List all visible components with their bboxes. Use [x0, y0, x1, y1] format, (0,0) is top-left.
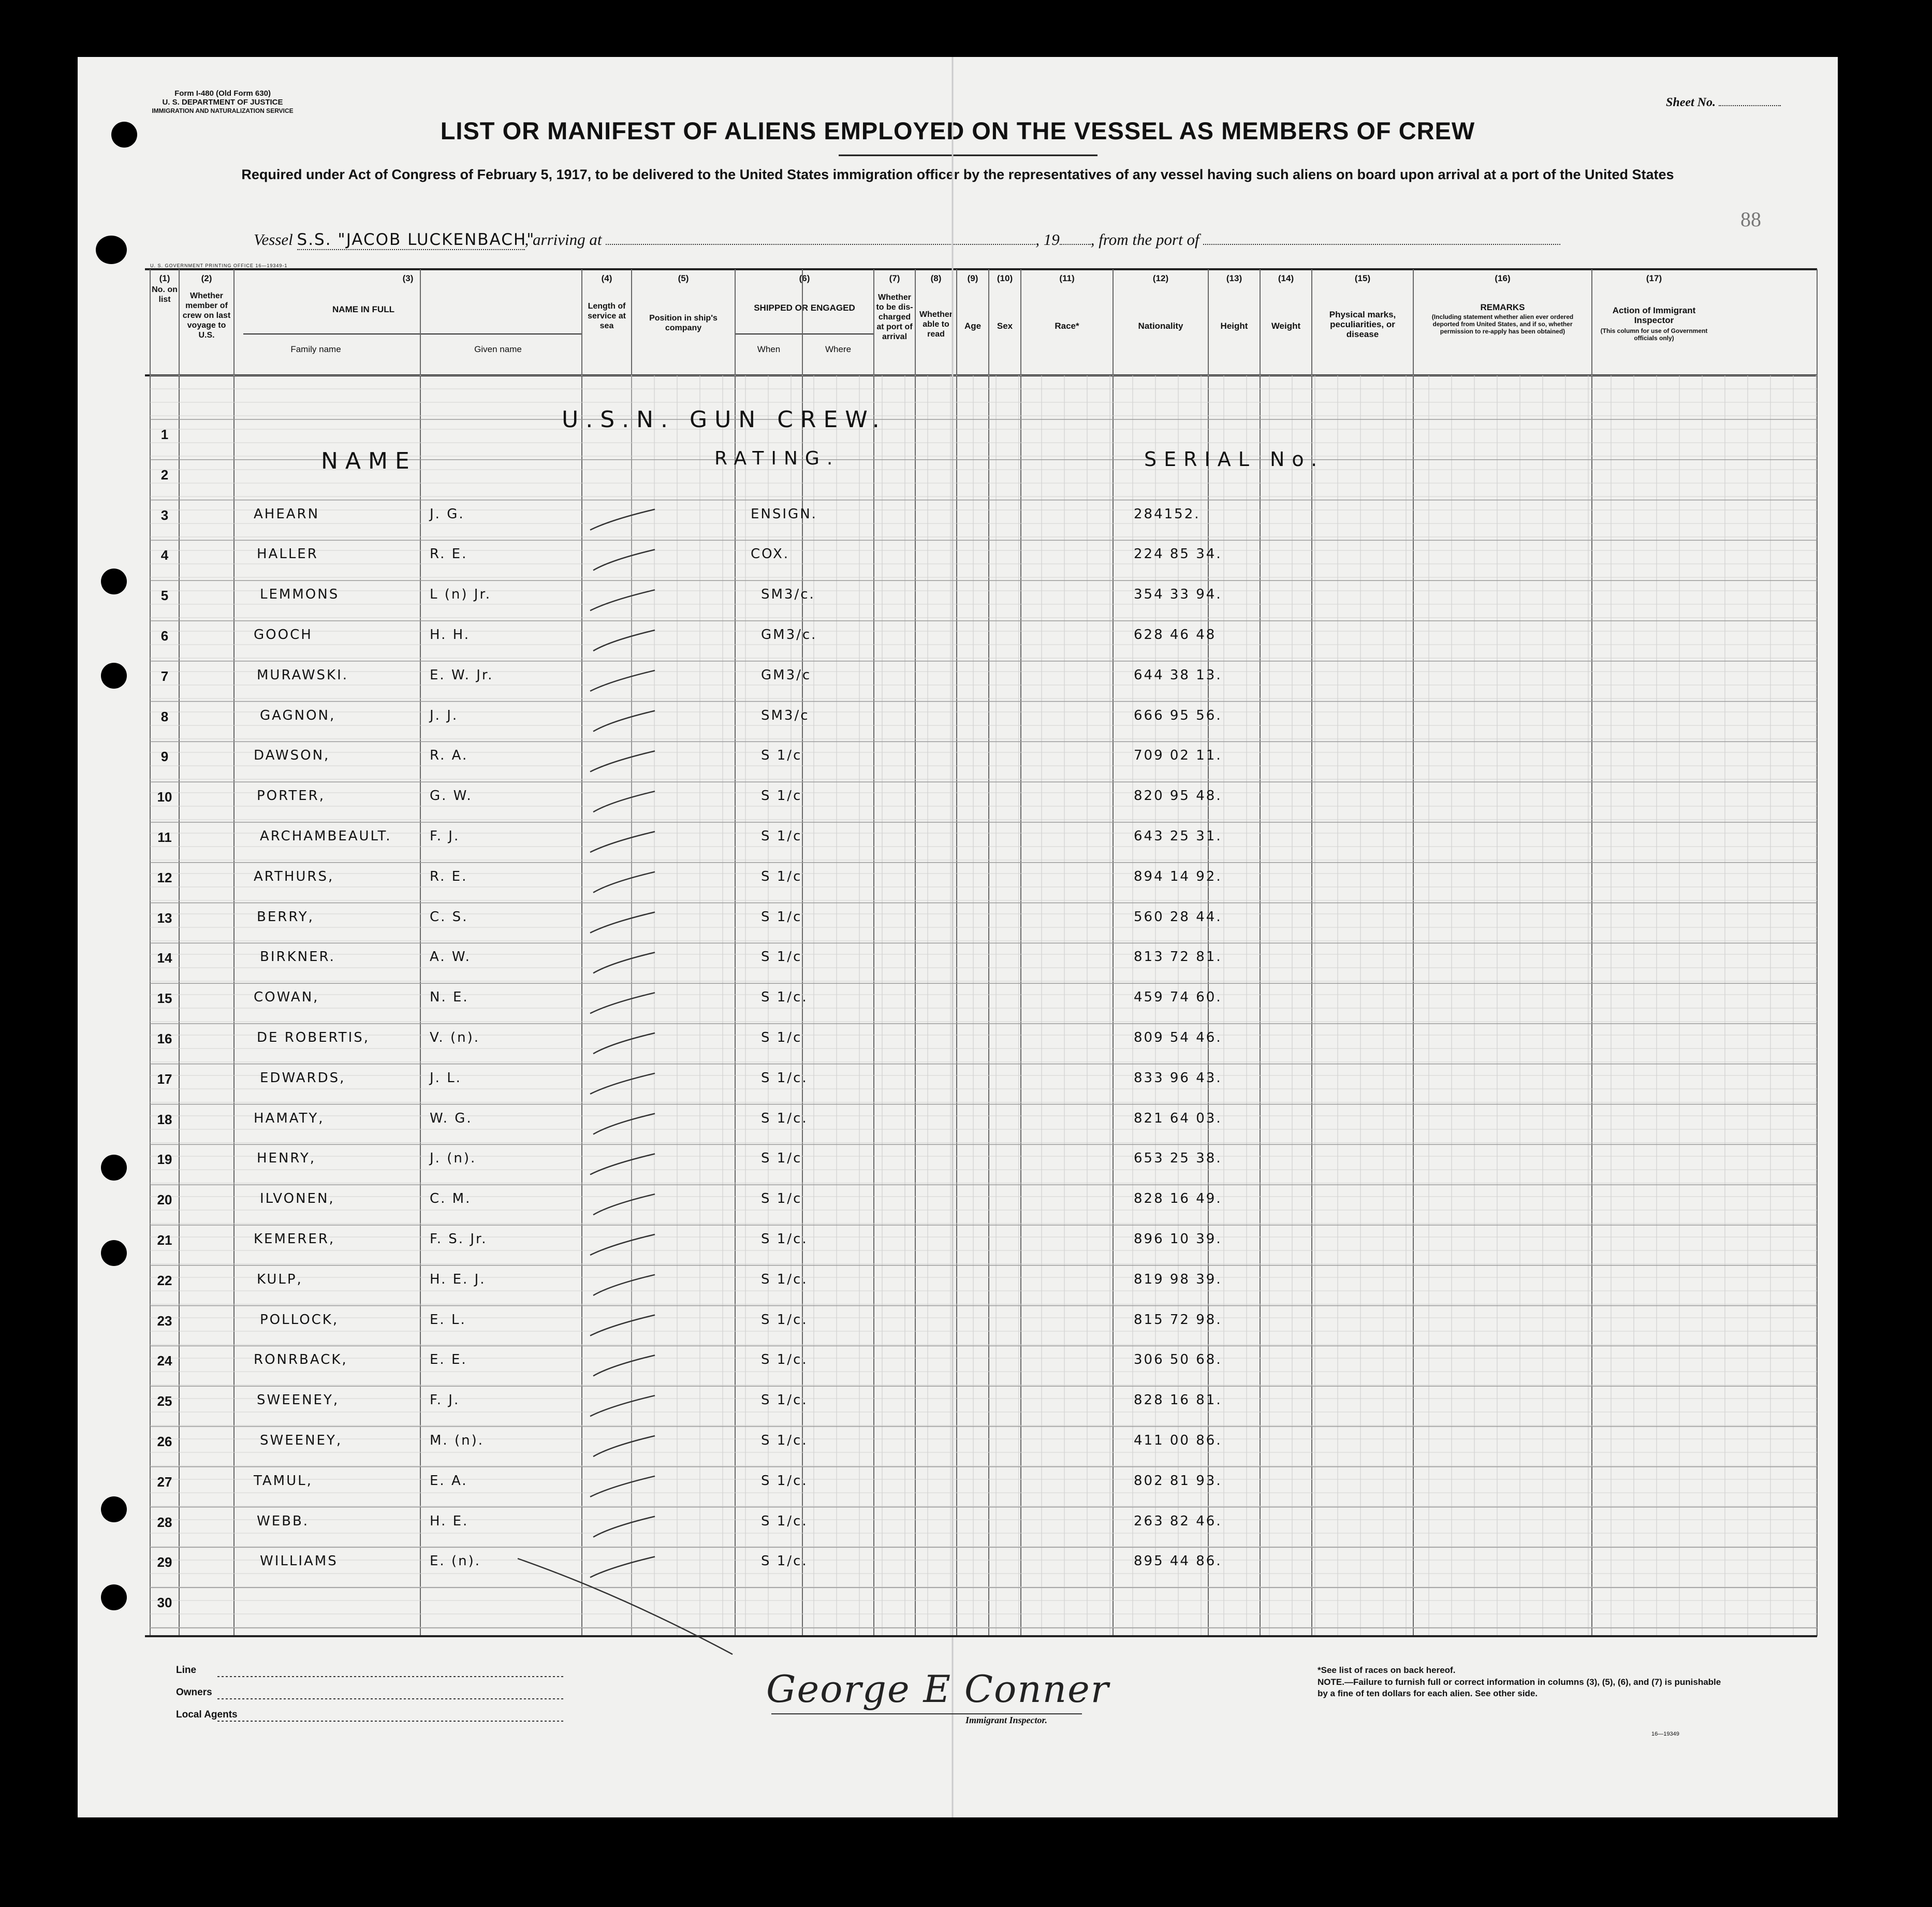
punch-hole	[101, 1496, 127, 1522]
given-name: W. G.	[430, 1110, 473, 1126]
family-name: COWAN,	[254, 989, 319, 1006]
serial-number: 819 98 39.	[1134, 1271, 1222, 1287]
punch-hole	[101, 1155, 127, 1181]
rating: S 1/c.	[761, 1513, 808, 1529]
family-name: SWEENEY,	[257, 1392, 340, 1408]
serial-number: 643 25 31.	[1134, 828, 1222, 844]
col9-number: (9)	[967, 273, 978, 283]
given-name: H. E.	[430, 1513, 469, 1529]
col12-number: (12)	[1152, 273, 1169, 283]
family-name: ARCHAMBEAULT.	[260, 828, 392, 844]
serial-number: 459 74 60.	[1134, 989, 1222, 1006]
family-name: ARTHURS,	[254, 868, 334, 884]
given-name: J. (n).	[430, 1151, 477, 1167]
rating: ENSIGN.	[751, 506, 817, 522]
given-name: R. E.	[430, 546, 468, 562]
row-number: 10	[157, 789, 172, 805]
row-number: 23	[157, 1313, 172, 1329]
vessel-name: S.S. "JACOB LUCKENBACH"	[297, 230, 535, 249]
rating: S 1/c.	[761, 1352, 808, 1368]
rating: S 1/c	[761, 909, 802, 925]
given-name: H. H.	[430, 627, 470, 643]
stamp-number: 88	[1740, 208, 1761, 231]
rating: S 1/c.	[761, 1070, 808, 1086]
given-name: C. M.	[430, 1191, 472, 1207]
rating: S 1/c	[761, 949, 802, 965]
when-label: When	[757, 344, 781, 354]
given-name: L (n) Jr.	[430, 587, 492, 603]
row-number: 7	[160, 668, 169, 684]
sheet-number-label: Sheet No.	[1666, 96, 1781, 110]
given-name: E. L.	[430, 1312, 466, 1328]
row-number: 24	[157, 1353, 172, 1369]
local-agents-label: Local Agents	[176, 1709, 238, 1720]
serial-number: 306 50 68.	[1134, 1352, 1222, 1368]
rating: S 1/c.	[761, 1110, 808, 1126]
row-number: 4	[160, 547, 169, 563]
given-name-label: Given name	[474, 344, 522, 354]
row-number: 8	[160, 708, 169, 724]
row-number: 20	[157, 1192, 172, 1208]
races-note: *See list of races on back hereof.	[1318, 1665, 1456, 1675]
col3-number: (3)	[402, 273, 414, 283]
ditto-mark	[590, 671, 655, 691]
family-name: KULP,	[257, 1271, 303, 1287]
family-name: PORTER,	[257, 788, 325, 804]
given-name: J. G.	[430, 506, 465, 522]
ditto-mark	[590, 993, 655, 1013]
punch-hole	[96, 236, 127, 264]
row-number: 30	[157, 1595, 172, 1611]
row-number: 5	[160, 588, 169, 604]
serial-number: 815 72 98.	[1134, 1312, 1222, 1328]
col8-number: (8)	[930, 273, 942, 283]
col15-label: Physical marks, peculiarities, or disease	[1329, 310, 1396, 339]
page-subtitle: Required under Act of Congress of February 5, 1917, to be delivered to the United States immigration officer by the representatives of any vessel having such aliens on board upon arrival at a port of the United States	[241, 167, 1674, 182]
row-number: 13	[157, 910, 172, 926]
family-name: TAMUL,	[254, 1473, 313, 1489]
year-prefix: 19	[1043, 230, 1060, 249]
serial-number: 813 72 81.	[1134, 949, 1222, 965]
rating: S 1/c	[761, 788, 802, 804]
col16-label: REMARKS	[1480, 302, 1525, 312]
serial-number: 809 54 46.	[1134, 1030, 1222, 1045]
where-label: Where	[825, 344, 852, 354]
family-name: HAMATY,	[254, 1110, 325, 1126]
service-name: IMMIGRATION AND NATURALIZATION SERVICE	[152, 107, 294, 114]
row-number: 17	[157, 1071, 172, 1087]
given-name: M. (n).	[430, 1433, 484, 1448]
family-name: POLLOCK,	[260, 1312, 339, 1328]
ditto-mark	[590, 912, 655, 933]
ditto-mark	[590, 1073, 655, 1094]
col13-number: (13)	[1226, 273, 1242, 283]
col2-number: (2)	[201, 273, 212, 283]
serial-number: 894 14 92.	[1134, 868, 1222, 884]
col10-number: (10)	[997, 273, 1013, 283]
ditto-mark	[593, 872, 655, 893]
col5-number: (5)	[678, 273, 689, 283]
row-number: 9	[160, 749, 169, 765]
row-number: 28	[157, 1514, 172, 1530]
family-name-label: Family name	[290, 344, 341, 354]
action-note: (This column for use of Government officials only)	[1600, 327, 1708, 342]
family-name: SWEENEY,	[260, 1433, 343, 1448]
ditto-mark	[590, 590, 655, 610]
family-name: HALLER	[257, 546, 318, 562]
col7-number: (7)	[889, 273, 900, 283]
row-number: 19	[157, 1152, 172, 1168]
rating: S 1/c	[761, 828, 802, 844]
given-name: F. J.	[430, 828, 460, 844]
ditto-mark	[590, 1234, 655, 1255]
col11-label: Race*	[1055, 321, 1079, 331]
row-number: 26	[157, 1434, 172, 1449]
ditto-mark	[593, 1194, 655, 1215]
family-name: GAGNON,	[260, 707, 336, 723]
family-name: GOOCH	[254, 627, 313, 643]
inspector-label: Immigrant Inspector.	[965, 1715, 1048, 1725]
given-name: N. E.	[430, 989, 469, 1006]
name-heading: NAME	[321, 448, 417, 474]
given-name: E. (n).	[430, 1553, 481, 1569]
col6-number: (6)	[799, 273, 810, 283]
punch-hole	[111, 122, 137, 148]
ditto-mark	[590, 509, 655, 530]
family-name: HENRY,	[257, 1151, 316, 1167]
ditto-mark	[590, 1315, 655, 1336]
row-number: 22	[157, 1272, 172, 1288]
inspector-signature: George E Conner	[766, 1667, 1110, 1711]
department: U. S. DEPARTMENT OF JUSTICE	[162, 98, 283, 107]
col5-label: Position in ship's company	[649, 314, 718, 332]
row-number: 11	[157, 829, 172, 845]
form-number: Form I-480 (Old Form 630)	[174, 89, 271, 98]
given-name: E. E.	[430, 1352, 467, 1368]
col1-number: (1)	[159, 273, 170, 283]
given-name: C. S.	[430, 909, 469, 925]
rating: S 1/c	[761, 1030, 802, 1045]
ditto-mark	[593, 791, 655, 812]
row-number: 14	[157, 950, 172, 966]
vessel-line: Vessel S.S. "JACOB LUCKENBACH", arriving at , 19 , from the port of	[254, 230, 1560, 250]
given-name: A. W.	[430, 949, 471, 965]
col3-label: NAME IN FULL	[332, 304, 394, 314]
ditto-mark	[593, 711, 655, 732]
serial-number: 653 25 38.	[1134, 1151, 1222, 1167]
ditto-mark	[590, 832, 655, 852]
serial-number: 560 28 44.	[1134, 909, 1222, 925]
serial-number: 354 33 94.	[1134, 587, 1222, 603]
row-number: 3	[160, 507, 169, 523]
punch-hole	[101, 663, 127, 689]
col1-label: No. on list	[152, 285, 178, 304]
line-label: Line	[176, 1665, 197, 1676]
manifest-sheet	[78, 57, 1838, 1817]
family-name: BERRY,	[257, 909, 314, 925]
rating: S 1/c.	[761, 1433, 808, 1448]
given-name: F. S. Jr.	[430, 1231, 488, 1247]
arriving-label: , arriving at	[524, 230, 602, 249]
ditto-mark	[593, 1033, 655, 1054]
col14-number: (14)	[1278, 273, 1294, 283]
manifest-grid	[78, 57, 1838, 1817]
serial-heading: SERIAL No.	[1144, 448, 1325, 471]
family-name: DE ROBERTIS,	[257, 1030, 370, 1045]
family-name: MURAWSKI.	[257, 667, 349, 683]
given-name: F. J.	[430, 1392, 460, 1408]
ditto-mark	[590, 1556, 655, 1577]
serial-number: 821 64 03.	[1134, 1110, 1222, 1126]
col13-label: Height	[1220, 321, 1248, 331]
row-number: 2	[160, 467, 169, 483]
serial-number: 628 46 48	[1134, 627, 1217, 643]
col8-label: Whether able to read	[919, 310, 953, 339]
col6-label: SHIPPED OR ENGAGED	[754, 303, 855, 313]
serial-number: 820 95 48.	[1134, 788, 1222, 804]
ditto-mark	[593, 549, 655, 570]
ditto-mark	[590, 1154, 655, 1174]
form-code: 16—19349	[1651, 1731, 1679, 1737]
rating: S 1/c.	[761, 1473, 808, 1489]
family-name: DAWSON,	[254, 748, 330, 764]
ditto-mark	[593, 1114, 655, 1134]
ditto-mark	[593, 630, 655, 651]
given-name: E. A.	[430, 1473, 468, 1489]
rating: S 1/c.	[761, 1231, 808, 1247]
col7-label: Whether to be dis-charged at port of arrival	[876, 293, 913, 341]
row-number: 25	[157, 1393, 172, 1409]
family-name: EDWARDS,	[260, 1070, 346, 1086]
rating: SM3/c	[761, 707, 810, 723]
rating: GM3/c	[761, 667, 812, 683]
family-name: RONRBACK,	[254, 1352, 348, 1368]
rating: SM3/c.	[761, 587, 815, 603]
serial-number: 895 44 86.	[1134, 1553, 1222, 1569]
ditto-mark	[590, 751, 655, 771]
rating: S 1/c	[761, 868, 802, 884]
family-name: LEMMONS	[260, 587, 340, 603]
rating: S 1/c.	[761, 989, 808, 1006]
ditto-mark	[593, 1275, 655, 1295]
family-name: WILLIAMS	[260, 1553, 338, 1569]
col17-number: (17)	[1646, 273, 1662, 283]
serial-number: 666 95 56.	[1134, 707, 1222, 723]
row-number: 29	[157, 1554, 172, 1570]
rating-heading: RATING.	[714, 448, 840, 469]
col10-label: Sex	[997, 321, 1013, 331]
serial-number: 411 00 86.	[1134, 1433, 1222, 1448]
family-name: BIRKNER.	[260, 949, 335, 965]
ditto-mark	[593, 952, 655, 973]
serial-number: 802 81 93.	[1134, 1473, 1222, 1489]
rating: S 1/c.	[761, 1312, 808, 1328]
from-port-label: , from the port of	[1090, 230, 1199, 249]
given-name: E. W. Jr.	[430, 667, 494, 683]
row-number: 12	[157, 869, 172, 885]
rating: S 1/c.	[761, 1553, 808, 1569]
page-title: LIST OR MANIFEST OF ALIENS EMPLOYED ON THE VESSEL AS MEMBERS OF CREW	[440, 117, 1475, 144]
col17-label: Action of Immigrant Inspector	[1612, 305, 1696, 325]
family-name: KEMERER,	[254, 1231, 335, 1247]
rating: S 1/c	[761, 748, 802, 764]
serial-number: 284152.	[1134, 506, 1201, 522]
rating: GM3/c.	[761, 627, 817, 643]
serial-number: 224 85 34.	[1134, 546, 1222, 562]
row-number: 6	[160, 628, 169, 644]
row-number: 16	[157, 1031, 172, 1046]
col2-label: Whether member of crew on last voyage to U.S.	[182, 292, 231, 340]
row-number: 1	[160, 427, 169, 442]
family-name: ILVONEN,	[260, 1191, 335, 1207]
given-name: R. A.	[430, 748, 469, 764]
family-name: AHEARN	[254, 506, 320, 522]
row-number: 21	[157, 1232, 172, 1248]
col4-number: (4)	[601, 273, 612, 283]
col9-label: Age	[964, 321, 982, 331]
given-name: J. L.	[430, 1070, 462, 1086]
serial-number: 828 16 81.	[1134, 1392, 1222, 1408]
given-name: R. E.	[430, 868, 468, 884]
row-number: 27	[157, 1474, 172, 1490]
given-name: G. W.	[430, 788, 473, 804]
rating: S 1/c.	[761, 1271, 808, 1287]
rating: S 1/c.	[761, 1392, 808, 1408]
row-number: 15	[157, 991, 172, 1007]
punch-hole	[101, 1584, 127, 1610]
col12-label: Nationality	[1138, 321, 1183, 331]
given-name: J. J.	[430, 707, 459, 723]
fine-note: NOTE.—Failure to furnish full or correct information in columns (3), (5), (6), and (7) is punishable by a fine of ten dollars for each alien. See other side.	[1318, 1677, 1721, 1698]
row-number: 18	[157, 1111, 172, 1127]
given-name: V. (n).	[430, 1030, 480, 1045]
col16-number: (16)	[1495, 273, 1511, 283]
family-name: WEBB.	[257, 1513, 310, 1529]
punch-hole	[101, 569, 127, 594]
serial-number: 896 10 39.	[1134, 1231, 1222, 1247]
serial-number: 644 38 13.	[1134, 667, 1222, 683]
remarks-note: (Including statement whether alien ever ordered deported from United States, and if so, whether permission to re-apply has been obtained)	[1431, 313, 1574, 335]
printing-office: U. S. GOVERNMENT PRINTING OFFICE 16—19349-1	[150, 263, 288, 268]
rating: S 1/c	[761, 1191, 802, 1207]
col14-label: Weight	[1271, 321, 1301, 331]
col11-number: (11)	[1059, 273, 1075, 283]
col4-label: Length of service at sea	[588, 302, 626, 330]
rating: S 1/c	[761, 1151, 802, 1167]
given-name: H. E. J.	[430, 1271, 486, 1287]
col15-number: (15)	[1354, 273, 1371, 283]
closing-stroke	[518, 1559, 733, 1654]
gun-crew-heading: U.S.N. GUN CREW.	[562, 406, 887, 433]
vessel-label: Vessel	[254, 230, 293, 249]
punch-hole	[101, 1240, 127, 1266]
serial-number: 709 02 11.	[1134, 748, 1222, 764]
rating: COX.	[751, 546, 790, 562]
serial-number: 833 96 43.	[1134, 1070, 1222, 1086]
serial-number: 263 82 46.	[1134, 1513, 1222, 1529]
owners-label: Owners	[176, 1687, 212, 1698]
serial-number: 828 16 49.	[1134, 1191, 1222, 1207]
